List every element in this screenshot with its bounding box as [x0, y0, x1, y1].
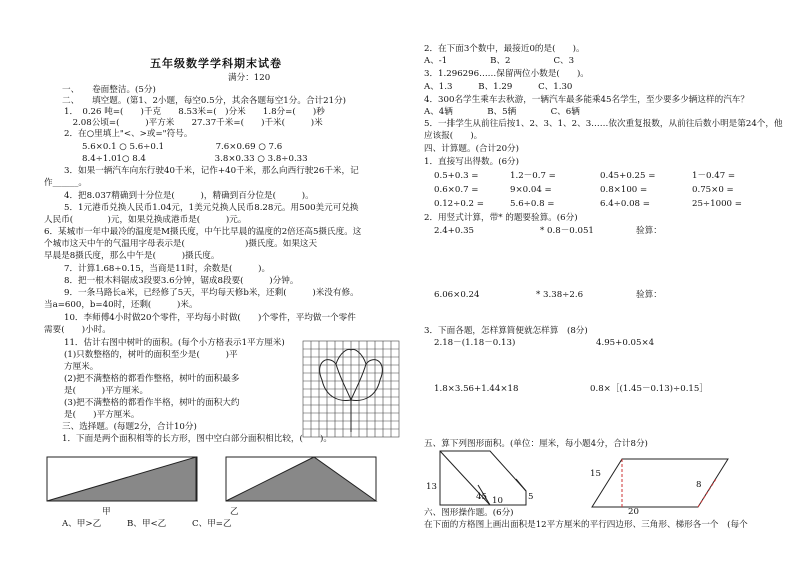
- fig1-label-5: 5: [528, 492, 534, 502]
- calc-cell: 0.45+0.25 =: [600, 171, 656, 181]
- calc-cell: 0.12÷0.2 =: [434, 199, 484, 209]
- rectangles-figure: [46, 449, 386, 509]
- mc-1-options: A、甲>乙 B、甲<乙 C、甲=乙: [62, 519, 232, 529]
- area-figure-1: [426, 449, 556, 509]
- calc-cell: 9×0.04 =: [510, 185, 552, 195]
- q11-1-cont: 方厘米。: [64, 362, 99, 372]
- calc-2b: * 0.8－0.051: [540, 226, 594, 236]
- calc-3a: 2.18－(1.18－0.13): [434, 338, 516, 348]
- q4: 4．把8.037精确到十分位是( )，精确到百分位是( )。: [64, 191, 314, 201]
- mc-2-options: A、-1 B、2 C、3: [424, 56, 575, 66]
- calc-2-check-1: 验算：: [636, 226, 662, 236]
- calc-3d: 0.8×［(1.45－0.13)÷0.15］: [590, 384, 708, 394]
- q3-line-1: 3．如果一辆汽车向东行驶40千米，记作+40千米，那么向西行驶26千米，记: [64, 166, 359, 176]
- section-6-heading: 六、图形操作题。(6分): [424, 508, 514, 518]
- mc-5-line-1: 5．一排学生从前往后按1、2、3、1、2、3……依次重复报数，从前往后数小明是第24个，他: [424, 119, 783, 129]
- mc-4-prompt: 4．300名学生乘车去秋游，一辆汽车最多能乘45名学生，至少要多少辆这样的汽车？: [424, 95, 749, 105]
- fig2-label-15: 15: [590, 469, 601, 479]
- section-4-heading: 四、计算题。(合计20分): [424, 144, 519, 154]
- calc-3-prompt: 3．下面各题，怎样算简便就怎样算 (8分): [424, 326, 588, 336]
- q11-3-cont: 是( )平方厘米。: [64, 410, 140, 420]
- calc-3b: 4.95+0.05×4: [596, 338, 655, 348]
- calc-cell: 0.6×0.7 =: [434, 185, 479, 195]
- q2-prompt: 2．在○里填上"<、>或="符号。: [64, 129, 193, 139]
- calc-3c: 1.8×3.56+1.44×18: [434, 384, 519, 394]
- fig2-label-8: 8: [696, 480, 702, 490]
- section-1-heading: 一、 卷面整洁。(5分): [62, 85, 156, 95]
- q11-2: (2)把不满整格的都看作整格，树叶的面积最多: [64, 374, 240, 384]
- q1-line-2: 2.08公顷=( )平方米 27.37千米=( )千米( )米: [64, 118, 323, 128]
- q11-3: (3)把不满整格的都看作半格，树叶的面积大约: [64, 398, 240, 408]
- calc-cell: 5.6÷0.8 =: [510, 199, 555, 209]
- total-score: 满分：120: [228, 73, 271, 83]
- q10-line-1: 10．李师傅4小时做20个零件，平均每小时做( )个零件，平均做一个零件: [64, 313, 356, 323]
- fig2-label-20: 20: [628, 507, 639, 517]
- q8: 8．把一根木料锯成3段要3.6分钟，锯成8段要( )分钟。: [64, 276, 299, 286]
- page-title: 五年级数学学科期末试卷: [150, 57, 282, 70]
- calc-cell: 0.5+0.3 =: [434, 171, 479, 181]
- q11-1: (1)只数整格的，树叶的面积至少是( )平: [64, 350, 238, 360]
- q10-line-2: 需要( )小时。: [44, 325, 111, 335]
- q5-line-1: 5．1元港币兑换人民币1.04元，1美元兑换人民币8.28元。用500美元可兑换: [64, 203, 359, 213]
- mc-1-prompt: 1．下面是两个面积相等的长方形，图中空白部分面积相比较，( )。: [62, 434, 332, 444]
- calc-cell: 1.2－0.7 =: [510, 171, 556, 181]
- calc-cell: 25÷1000 =: [692, 199, 742, 209]
- label-jia: 甲: [102, 507, 111, 517]
- calc-1-prompt: 1．直接写出得数。(6分): [424, 157, 519, 167]
- mc-3-prompt: 3．1.296296……保留两位小数是( )。: [424, 69, 589, 79]
- area-figure-2: [588, 455, 738, 510]
- calc-cell: 0.8×100 =: [600, 185, 648, 195]
- calc-cell: 0.75×0 =: [692, 185, 734, 195]
- calc-2a: 2.4+0.35: [434, 226, 475, 236]
- q5-line-2: 人民币( )元，如果兑换成港币是( )元。: [44, 215, 247, 225]
- q2-line-2: 8.4÷1.01○ 8.4 3.8×0.33 ○ 3.8÷0.33: [82, 154, 308, 164]
- q11-2-cont: 是( )平方厘米。: [64, 386, 149, 396]
- mc-4-options: A、4辆 B、5辆 C、6辆: [424, 107, 580, 117]
- q2-line-1: 5.6×0.1 ○ 5.6÷0.1 7.6×0.69 ○ 7.6: [82, 142, 283, 152]
- mc-5-line-2: 应该报( )。: [424, 131, 483, 141]
- section-6-line: 在下面的方格图上画出面积是12平方厘米的平行四边形、三角形、梯形各一个 (每个: [424, 520, 748, 530]
- calc-2c: 6.06×0.24: [434, 290, 480, 300]
- mc-3-options: A、1.3 B、1.29 C、1.30: [424, 82, 573, 92]
- calc-cell: 1－0.47 =: [692, 171, 736, 181]
- q9-line-1: 9．一条马路长a米，已经修了5天，平均每天修b米，还剩( )米没有修。: [64, 288, 359, 298]
- calc-2d: * 3.38÷2.6: [536, 290, 584, 300]
- q9-line-2: 当a=600，b=40时，还剩( )米。: [44, 300, 198, 310]
- q6-line-3: 早晨是8摄氏度，那么中午是( )摄氏度。: [44, 251, 220, 261]
- section-3-heading: 三、选择题。(每题2分，合计10分): [62, 422, 197, 432]
- calc-2-check-2: 验算：: [636, 290, 662, 300]
- q1-line-1: 1． 0.26 吨=( )千克 8.53米=( )分米 1.8分=( )秒: [64, 107, 325, 117]
- calc-2-prompt: 2．用竖式计算，带* 的题要验算。(6分): [424, 213, 578, 223]
- fig1-label-13: 13: [426, 482, 437, 492]
- q6-line-1: 6．某城市一年中最冷的温度是M摄氏度，中午比早晨的温度的2倍还高5摄氏度。这: [44, 227, 362, 237]
- mc-2-prompt: 2．在下面3个数中，最接近0的是( )。: [424, 44, 585, 54]
- calc-cell: 6.4÷0.08 =: [600, 199, 650, 209]
- label-yi: 乙: [230, 507, 239, 517]
- fig1-label-45: 45: [476, 492, 487, 502]
- section-2-heading: 二、 填空题。(第1、2小题，每空0.5分，其余各题每空1分。合计21分): [62, 96, 347, 106]
- q6-line-2: 个城市这天中午的气温用字母表示是( )摄氏度。如果这天: [44, 239, 318, 249]
- section-5-heading: 五、算下列图形面积。(单位：厘米，每小题4分，合计8分): [424, 439, 648, 449]
- fig1-label-10: 10: [492, 496, 503, 506]
- q11-prompt: 11．估计右图中树叶的面积。(每个小方格表示1平方厘米): [64, 338, 285, 348]
- q7: 7．计算1.68÷0.15，当商是11时，余数是( )。: [64, 264, 271, 274]
- q3-line-2: 作______。: [44, 178, 87, 188]
- leaf-grid-figure: [302, 340, 400, 438]
